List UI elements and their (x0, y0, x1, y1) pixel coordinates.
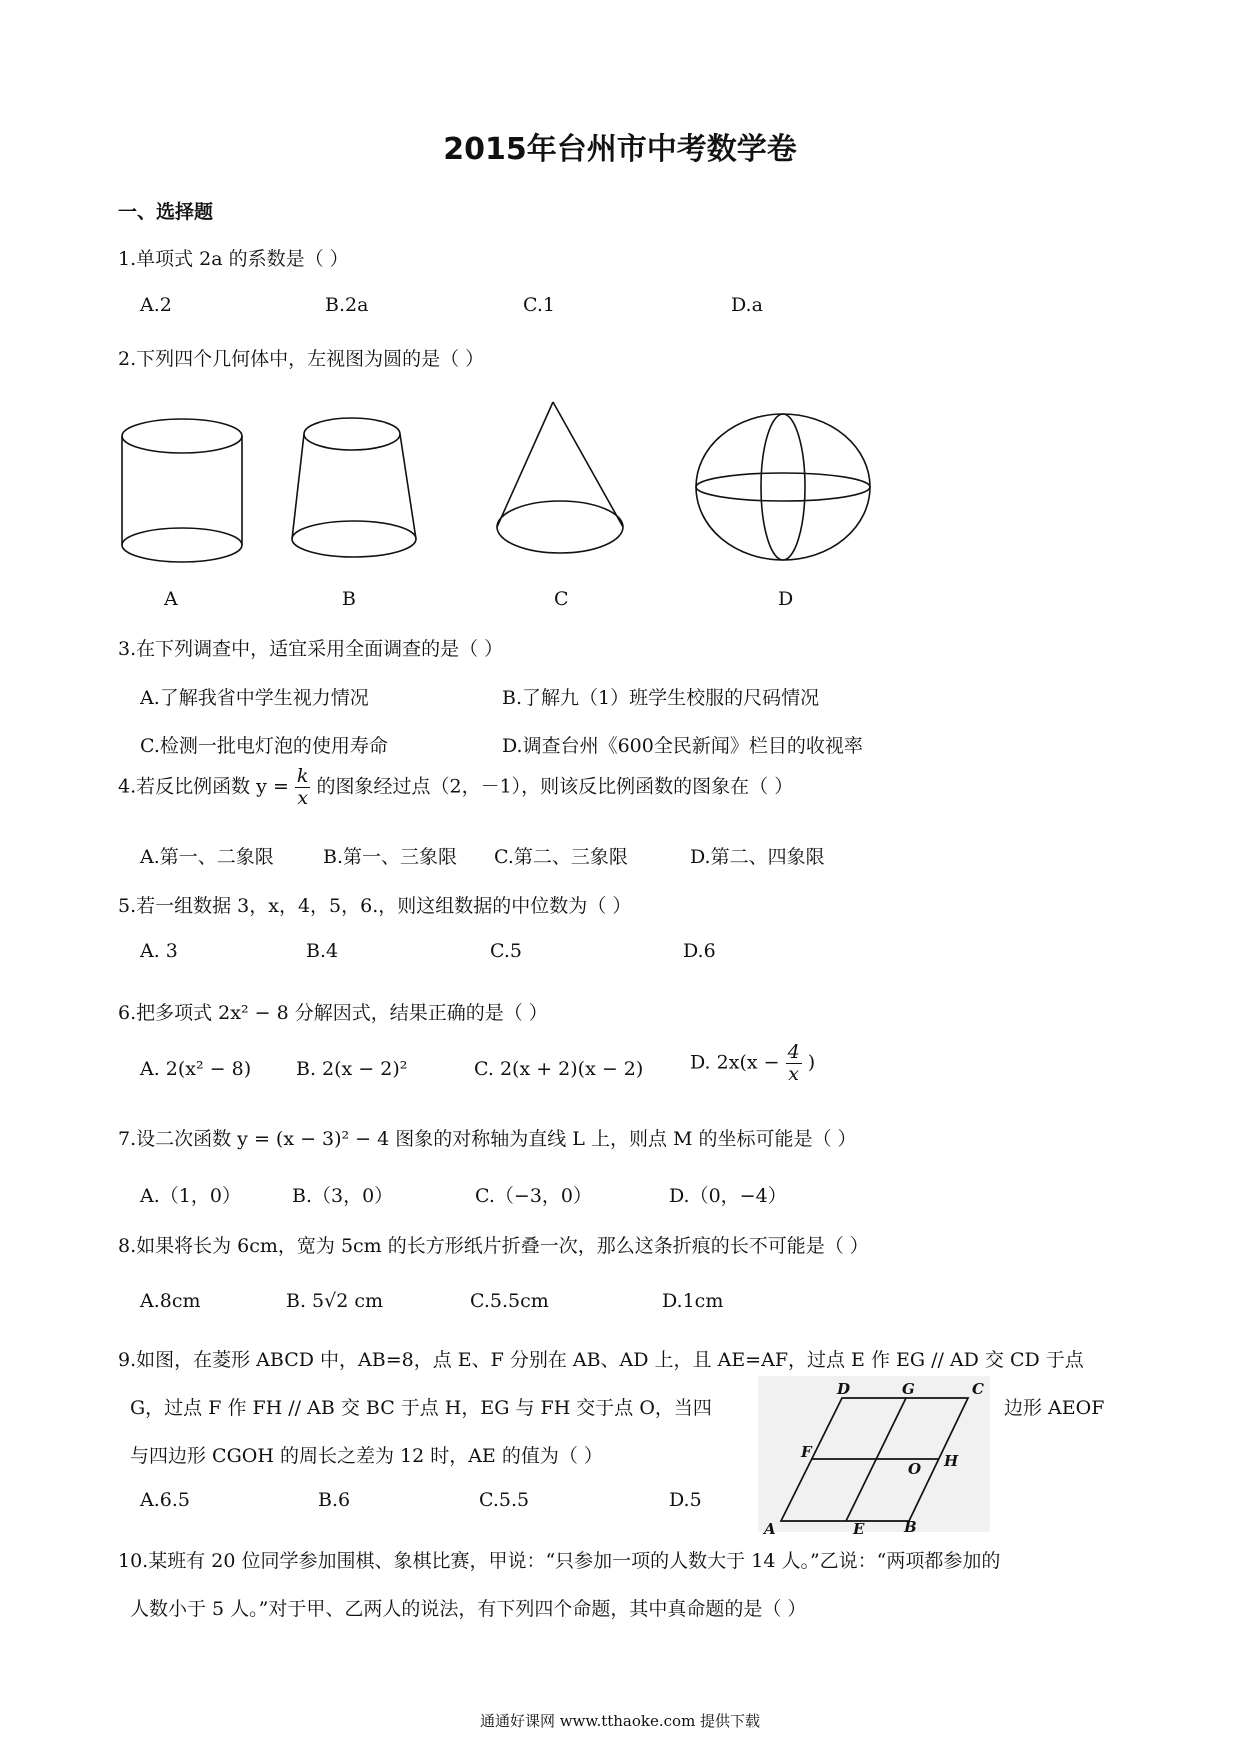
figure-label-a: A (164, 588, 178, 610)
question-8: 8.如果将长为 6cm，宽为 5cm 的长方形纸片折叠一次，那么这条折痕的长不可能是（ ） (118, 1235, 869, 1257)
q4-option-c: C.第二、三象限 (494, 846, 628, 868)
q3-option-d: D.调查台州《600全民新闻》栏目的收视率 (502, 735, 863, 757)
point-label-g: G (902, 1380, 915, 1398)
q8-option-c: C.5.5cm (470, 1290, 549, 1312)
q1-option-c: C.1 (523, 294, 555, 316)
q5-option-c: C.5 (490, 940, 522, 962)
q1-option-d: D.a (731, 294, 763, 316)
question-9-line-3: 与四边形 CGOH 的周长之差为 12 时，AE 的值为（ ） (130, 1445, 603, 1467)
q4-option-b: B.第一、三象限 (323, 846, 458, 868)
q7-option-b: B.（3，0） (292, 1185, 394, 1207)
point-label-c: C (972, 1380, 984, 1398)
page-title: 2015年台州市中考数学卷 (443, 132, 797, 167)
question-6: 6.把多项式 2x² − 8 分解因式，结果正确的是（ ） (118, 1002, 548, 1024)
figure-label-c: C (554, 588, 569, 610)
point-label-o: O (908, 1460, 922, 1478)
q9-option-c: C.5.5 (479, 1489, 530, 1511)
q4-prefix: 4.若反比例函数 y = (118, 775, 289, 798)
q9-option-d: D.5 (669, 1489, 702, 1511)
point-label-a: A (764, 1520, 776, 1538)
q7-option-d: D.（0，−4） (669, 1185, 787, 1207)
q4-denominator: x (297, 786, 309, 809)
q4-option-d: D.第二、四象限 (690, 846, 825, 868)
q5-option-b: B.4 (306, 940, 339, 962)
q6-d-denominator: x (788, 1062, 799, 1085)
q3-option-a: A.了解我省中学生视力情况 (140, 687, 369, 709)
q5-option-d: D.6 (683, 940, 716, 962)
question-5: 5.若一组数据 3，x，4，5，6.，则这组数据的中位数为（ ） (118, 895, 632, 917)
point-label-f: F (801, 1443, 812, 1461)
q6-d-numerator: 4 (787, 1041, 800, 1063)
q4-suffix: 的图象经过点（2，－1），则该反比例函数的图象在（ ） (316, 775, 794, 798)
q4-option-a: A.第一、二象限 (140, 846, 274, 868)
q7-option-a: A.（1，0） (140, 1185, 241, 1207)
section-heading: 一、选择题 (118, 201, 214, 223)
q4-numerator: k (296, 765, 309, 787)
q5-option-a: A. 3 (140, 940, 178, 962)
q6-d-suffix: ) (807, 1051, 816, 1074)
footer: 通通好课网 www.tthaoke.com 提供下载 (479, 1712, 761, 1730)
q3-option-c: C.检测一批电灯泡的使用寿命 (140, 735, 388, 757)
q7-option-c: C.（−3，0） (475, 1185, 592, 1207)
figure-label-b: B (342, 588, 356, 610)
point-label-b: B (904, 1518, 917, 1536)
q9-option-b: B.6 (318, 1489, 351, 1511)
point-label-h: H (944, 1452, 959, 1470)
point-label-d: D (837, 1380, 851, 1398)
q6-option-a: A. 2(x² − 8) (140, 1058, 252, 1080)
q9-option-a: A.6.5 (140, 1489, 190, 1511)
question-9-line-2: G，过点 F 作 FH // AB 交 BC 于点 H，EG 与 FH 交于点 O，当四 (130, 1397, 712, 1419)
question-9-line-1: 9.如图，在菱形 ABCD 中，AB=8，点 E、F 分别在 AB、AD 上，且 AE=AF，过点 E 作 EG // AD 交 CD 于点 (118, 1349, 1084, 1371)
q1-option-b: B.2a (325, 294, 369, 316)
question-7: 7.设二次函数 y = (x − 3)² − 4 图象的对称轴为直线 L 上，则点 M 的坐标可能是（ ） (118, 1128, 857, 1150)
q8-option-d: D.1cm (662, 1290, 724, 1312)
q8-option-a: A.8cm (140, 1290, 201, 1312)
question-3: 3.在下列调查中，适宜采用全面调查的是（ ） (118, 638, 504, 660)
q6-option-c: C. 2(x + 2)(x − 2) (474, 1058, 644, 1080)
question-1: 1.单项式 2a 的系数是（ ） (118, 248, 349, 270)
q6-d-prefix: D. 2x(x − (690, 1051, 780, 1074)
question-9-line-2-end: 边形 AEOF (1004, 1397, 1105, 1419)
question-10-line-1: 10.某班有 20 位同学参加围棋、象棋比赛，甲说：“只参加一项的人数大于 14 人。”乙说：“两项都参加的 (118, 1550, 1001, 1572)
q8-option-b: B. 5√2 cm (286, 1290, 384, 1312)
q1-option-a: A.2 (140, 294, 172, 316)
question-2: 2.下列四个几何体中，左视图为圆的是（ ） (118, 348, 485, 370)
point-label-e: E (853, 1520, 865, 1538)
q3-option-b: B.了解九（1）班学生校服的尺码情况 (502, 687, 820, 709)
question-10-line-2: 人数小于 5 人。”对于甲、乙两人的说法，有下列四个命题，其中真命题的是（ ） (130, 1598, 807, 1620)
q6-option-b: B. 2(x − 2)² (296, 1058, 408, 1080)
figure-label-d: D (778, 588, 794, 610)
